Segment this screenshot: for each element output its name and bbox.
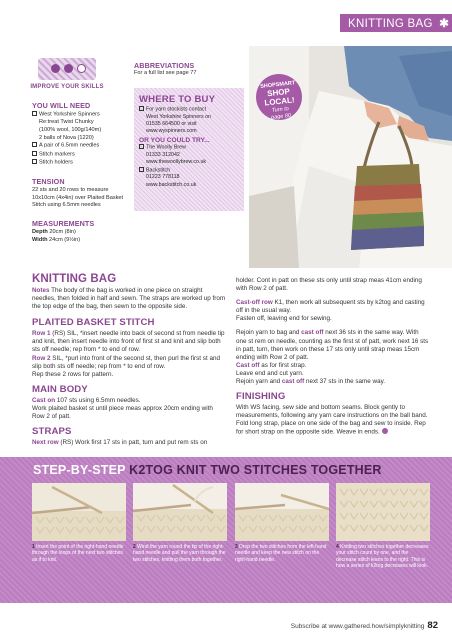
cast-on-paragraph: Cast on 107 sts using 6.5mm needles.: [32, 396, 141, 404]
buy-line: For yarn stockists contact: [139, 106, 238, 114]
star-icon: ✱: [439, 18, 450, 30]
tension-line: 22 sts and 20 rows to measure: [32, 187, 109, 193]
next-row-paragraph: Next row (RS) Work first 17 sts in patt, turn and put rem sts on: [32, 439, 208, 447]
shop-url: www.backstitch.co.uk: [146, 181, 197, 188]
you-will-need-title: YOU WILL NEED: [32, 101, 91, 110]
skill-dot-2: [64, 64, 73, 73]
checkbox-icon: [139, 167, 144, 172]
finishing-paragraph: With WS facing, sew side and bottom seams. Block gently to measurements, following any yarn care instructions on the ball band. Fold long strap, place on one side of the bag and sew to inside. Rep for short strap on the opposite side. Weave in ends.: [236, 404, 428, 436]
shop-url: www.thewoollybrew.co.uk: [146, 159, 207, 166]
shop-name: The Woolly Brew: [139, 144, 238, 152]
pattern-title: KNITTING BAG: [32, 273, 117, 285]
rejoin-paragraph: Rejoin yarn to bag and cast off next 36 sts in the same way. With one st rem on needle, counting as the first st of patt, work next 16 sts in patt, turn, then work on these 17 sts only until strap meas 15cm ending with Row 2 of patt.: [236, 329, 429, 361]
sticker-headline: SHOP: [266, 86, 291, 99]
section-title: KNITTING BAG: [348, 18, 433, 30]
knitting-needles-icon: [235, 483, 329, 541]
cast-off-strap-paragraph: Cast off as for first strap.: [236, 361, 307, 369]
section-header-tag: [340, 14, 452, 32]
need-item: Stitch holders: [32, 159, 124, 167]
subscribe-link[interactable]: Subscribe at www.gathered.how/simplyknitting: [290, 623, 425, 630]
step-photo-3: [235, 483, 329, 541]
checkbox-icon: [32, 159, 37, 164]
where-to-buy-panel: [134, 88, 244, 211]
straps-heading: STRAPS: [32, 426, 72, 438]
repeat-paragraph: Rep these 2 rows for pattern.: [32, 370, 114, 378]
main-body-paragraph: Work plaited basket st until piece meas approx 20cm ending with Row 2 of patt.: [32, 404, 213, 421]
rejoin-again-paragraph: Rejoin yarn and cast off next 37 sts in the same way.: [236, 378, 385, 386]
buy-line: www.wyspinners.com: [146, 128, 197, 135]
shop-name: Backstitch: [139, 167, 238, 175]
strap-continue-paragraph: holder. Cont in patt on these sts only until strap meas 41cm ending with Row 2 of patt.: [236, 277, 422, 293]
buy-line: West Yorkshire Spinners on: [146, 113, 211, 120]
step-photo-1: [32, 483, 126, 541]
checkbox-icon: [139, 106, 144, 111]
tension-line: Stitch using 6.5mm needles: [32, 202, 101, 209]
step-caption-1: 1 Insert the point of the right-hand needle through the loops of the next two stitches as if to knit.: [32, 544, 124, 563]
need-item: Stitch markers: [32, 151, 124, 159]
tension-line: 10x10cm (4x4in) over Plaited Basket: [32, 194, 124, 201]
sticker-headline-2: LOCAL!: [263, 95, 295, 108]
notes-paragraph: Notes The body of the bag is worked in one piece on straight needles, then folded in half and sewn. The straps are worked up from the top edge of the bag, then sewn to the opposite side.: [32, 287, 226, 311]
need-item: Re:treat Twist Chunky: [39, 119, 94, 126]
measurements-panel: [32, 219, 124, 244]
need-item: 2 balls of Nova (1220): [39, 134, 94, 141]
checkbox-icon: [139, 144, 144, 149]
page-number: 82: [427, 620, 438, 631]
step-caption-3: 3 Drop the two stitches from the left-hand needle and keep the new stitch on the right-hand needle.: [235, 544, 327, 563]
could-try-title: OR YOU COULD TRY...: [139, 137, 210, 145]
cast-off-row-paragraph: Cast-off row K1, then work all subsequent sts by k2tog and casting off in the usual way.: [236, 299, 425, 315]
step-caption-2: 2 Wind the yarn round the tip of the right-hand needle and pull the yarn through the two stitches, knitting them both together.: [133, 544, 226, 563]
abbreviations-panel: [134, 61, 242, 78]
sticker-turn-to: Turn to: [271, 106, 290, 114]
fasten-off-paragraph: Fasten off, leaving end for sewing.: [236, 315, 332, 323]
skill-swatch: [38, 58, 96, 80]
skill-dot-1: [51, 64, 60, 73]
buy-line: 01535 664500 or visit: [146, 121, 197, 128]
finishing-heading: FINISHING: [236, 391, 286, 403]
checkbox-icon: [32, 111, 37, 116]
need-item: (100% wool, 100g/140m): [39, 127, 102, 134]
shop-phone: 01333 312042: [146, 152, 180, 159]
step-caption-4: 4 Knitting two stitches together decreases your stitch count by one, and the decrease stitch leans to the right. This is how a series of k2tog decreases will look.: [336, 544, 429, 569]
sticker-brand: SHOPSMART: [259, 80, 296, 90]
you-will-need-panel: [32, 101, 124, 167]
step-photo-2: [133, 483, 227, 541]
row2-paragraph: Row 2 SIL, *purl into front of the second st, then purl the first st and slip both sts off needle; rep from * to end of row.: [32, 354, 220, 370]
skill-dot-3: [77, 64, 86, 73]
step-by-step-title: STEP-BY-STEP K2TOG KNIT TWO STITCHES TOGETHER: [33, 463, 382, 477]
sticker-page: page 80: [270, 112, 292, 121]
leave-end-paragraph: Leave end and cut yarn.: [236, 369, 304, 377]
checkbox-icon: [32, 142, 37, 147]
end-marker-icon: [382, 428, 388, 434]
plaited-stitch-heading: PLAITED BASKET STITCH: [32, 317, 155, 329]
checkbox-icon: [32, 151, 37, 156]
need-item: West Yorkshire Spinners: [32, 111, 124, 119]
abbreviations-text: For a full list see page 77: [134, 70, 197, 76]
shop-phone: 01223 778118: [146, 174, 180, 181]
skill-level-dots: [51, 64, 86, 73]
main-body-heading: MAIN BODY: [32, 383, 88, 395]
knitting-needles-icon: [32, 483, 126, 541]
tension-title: TENSION: [32, 177, 65, 186]
knitting-needles-icon: [133, 483, 227, 541]
width-line: Width 24cm (9½in): [32, 236, 81, 243]
tension-panel: [32, 177, 124, 210]
pattern-column-left: [32, 273, 226, 447]
need-item: A pair of 6.5mm needles: [32, 142, 124, 150]
abbreviations-title: ABBREVIATIONS: [134, 61, 195, 70]
row1-paragraph: Row 1 (RS) SIL, *insert needle into back of second st from needle tip and knit, then insert needle into front of first st and knit and slip both sts off needle; rep from * to end of row.: [32, 330, 225, 354]
depth-line: Depth 20cm (8in): [32, 229, 76, 235]
page-footer: [291, 620, 438, 631]
pattern-column-right: [236, 277, 430, 443]
skill-label: IMPROVE YOUR SKILLS: [30, 84, 104, 90]
measurements-title: MEASUREMENTS: [32, 219, 95, 228]
where-to-buy-title: WHERE TO BUY: [139, 94, 216, 105]
knitted-swatch-icon: [336, 483, 430, 541]
skill-level-badge: [30, 58, 104, 90]
step-photo-4: [336, 483, 430, 541]
